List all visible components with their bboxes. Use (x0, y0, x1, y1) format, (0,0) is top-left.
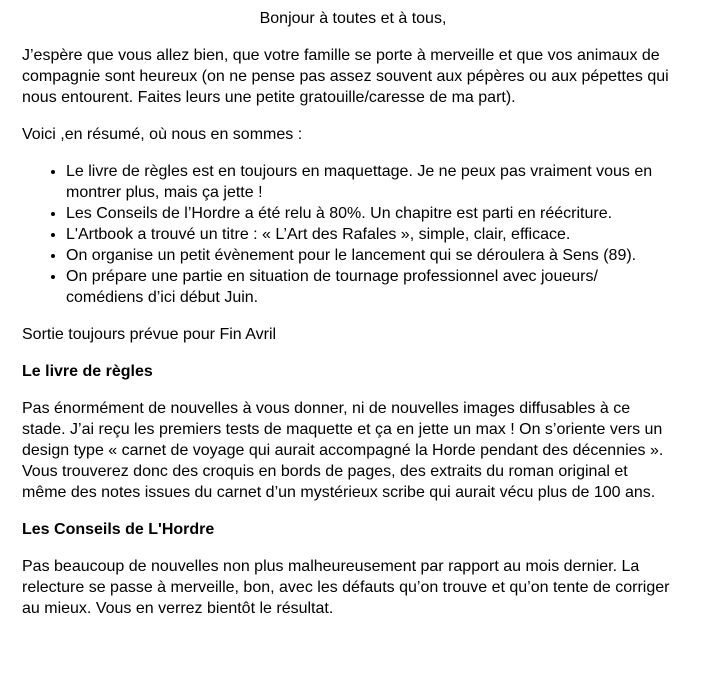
list-item: • Le livre de règles est en toujours en maquettage. Je ne peux pas vraiment vous en montrer plus, mais ça jette ! (66, 161, 672, 203)
list-item: • Les Conseils de l’Hordre a été relu à 80%. Un chapitre est parti en réécriture. (66, 203, 672, 224)
list-item: • On organise un petit évènement pour le lancement qui se déroulera à Sens (89). (66, 245, 672, 266)
list-item: • On prépare une partie en situation de tournage professionnel avec joueurs/ comédiens d’ici début Juin. (66, 266, 672, 308)
list-item: • L'Artbook a trouvé un titre : « L’Art des Rafales », simple, clair, efficace. (66, 224, 672, 245)
section-body-conseils: Pas beaucoup de nouvelles non plus malheureusement par rapport au mois dernier. La relecture se passe à merveille, bon, avec les défauts qu’on trouve et qu’on tente de corriger au mieux. Vous en verrez bientôt le résultat. (22, 558, 670, 617)
status-list (22, 161, 672, 308)
greeting: Bonjour à toutes et à tous, (259, 10, 447, 27)
section-body-rules: Pas énormément de nouvelles à vous donner, ni de nouvelles images diffusables à ce stade. J’ai reçu les premiers tests de maquette et ça en jette un max ! On s’oriente vers un design type « carnet de voyage qui aurait accompagné la Horde pendant des décennies ». Vous trouverez donc des croquis en bords de pages, des extraits du roman original et même des notes issues du carnet d’un mystérieux scribe qui aurait vécu plus de 100 ans. (22, 400, 664, 501)
release-note: Sortie toujours prévue pour Fin Avril (22, 326, 277, 343)
section-heading-conseils: Les Conseils de L'Hordre (22, 521, 215, 538)
intro-paragraph: J’espère que vous allez bien, que votre famille se porte à merveille et que vos animaux de compagnie sont heureux (on ne pense pas assez souvent aux pépères ou aux pépettes qui nous entourent. Faites leurs une petite gratouille/caresse de ma part). (22, 47, 669, 106)
section-heading-rules: Le livre de règles (22, 363, 153, 380)
summary-intro: Voici ,en résumé, où nous en sommes : (22, 126, 303, 143)
